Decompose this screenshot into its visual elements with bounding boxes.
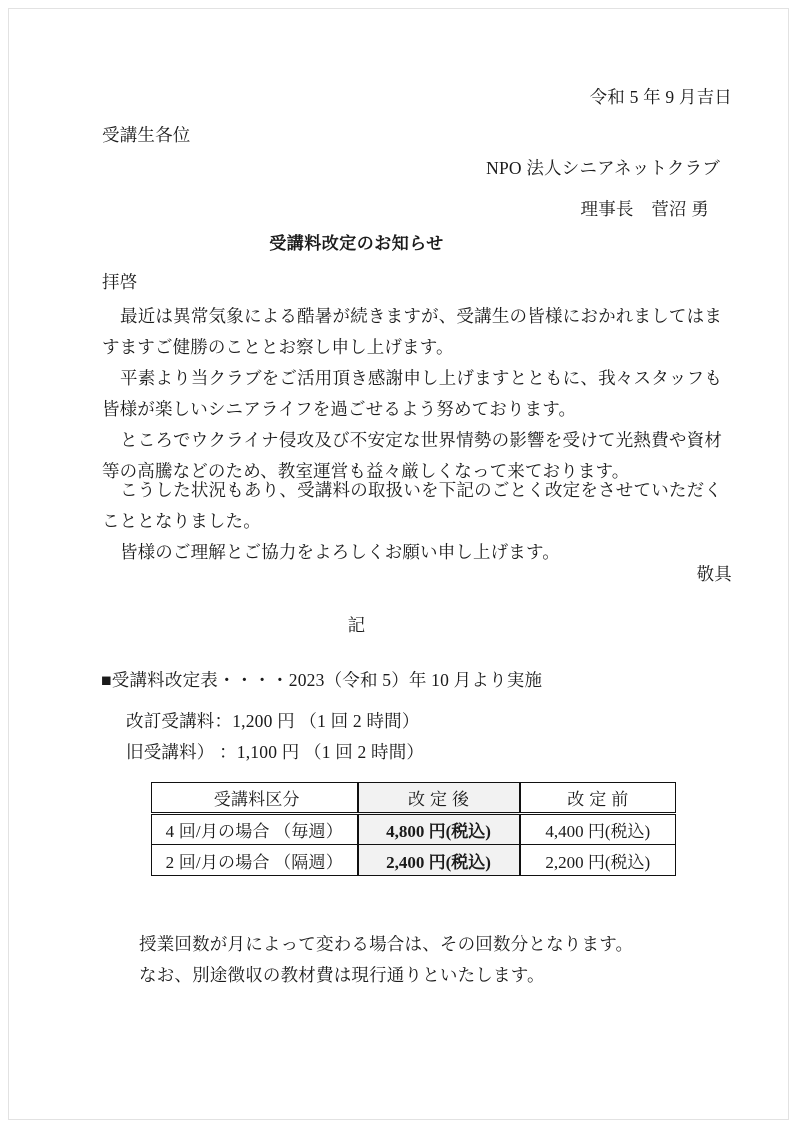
previous-fee-line: 旧受講料） ：1,100 円 （1 回 2 時間） bbox=[126, 742, 425, 762]
revised-fee-line: 改訂受講料：1,200 円 （1 回 2 時間） bbox=[126, 711, 420, 731]
cell-category: 2 回/月の場合 （隔週） bbox=[152, 845, 358, 876]
document-page bbox=[8, 8, 789, 1120]
column-header-after: 改定後 bbox=[358, 783, 520, 814]
table-row bbox=[152, 814, 676, 845]
body-paragraph: 皆様のご理解とご協力をよろしくお願い申し上げます。 bbox=[120, 542, 560, 562]
document-title: 受講料改定のお知らせ bbox=[269, 234, 444, 254]
fee-revision-table bbox=[151, 782, 676, 876]
document-body bbox=[9, 9, 788, 1119]
body-paragraph: 最近は異常気象による酷暑が続きますが、受講生の皆様におかれましてはますますご健勝のこととお察し申し上げます。 bbox=[102, 306, 722, 357]
table-row bbox=[152, 783, 676, 814]
cell-category: 4 回/月の場合 （毎週） bbox=[152, 814, 358, 845]
footer-note: なお、別途徴収の教材費は現行通りといたします。 bbox=[139, 965, 545, 985]
body-paragraph: こうした状況もあり、受講料の取扱いを下記のごとく改定をさせていただくこととなりました。 bbox=[102, 480, 722, 531]
cell-before: 2,200 円(税込) bbox=[520, 845, 676, 876]
body-paragraph: ところでウクライナ侵攻及び不安定な世界情勢の影響を受けて光熱費や資材等の高騰などのため、教室運営も益々厳しくなって来ております。 bbox=[102, 430, 722, 481]
table-header-row bbox=[152, 783, 676, 814]
footer-note: 授業回数が月によって変わる場合は、その回数分となります。 bbox=[139, 934, 634, 954]
cell-after: 2,400 円(税込) bbox=[358, 845, 520, 876]
closing-word: 敬具 bbox=[696, 564, 732, 584]
cell-after: 4,800 円(税込) bbox=[358, 814, 520, 845]
column-header-category: 受講料区分 bbox=[152, 783, 358, 814]
document-date: 令和 5 年 9 月吉日 bbox=[589, 87, 732, 107]
table-row bbox=[152, 845, 676, 876]
column-header-before: 改定前 bbox=[520, 783, 676, 814]
organization-name: NPO 法人シニアネットクラブ bbox=[486, 158, 720, 178]
officer-name: 理事長 菅沼 勇 bbox=[580, 199, 709, 219]
cell-before: 4,400 円(税込) bbox=[520, 814, 676, 845]
salutation: 拝啓 bbox=[102, 272, 138, 292]
fee-table-heading: ■受講料改定表・・・・2023（令和 5）年 10 月より実施 bbox=[101, 670, 543, 690]
ki-marker: 記 bbox=[347, 615, 366, 635]
body-paragraph: 平素より当クラブをご活用頂き感謝申し上げますとともに、我々スタッフも皆様が楽しいシニアライフを過ごせるよう努めております。 bbox=[102, 368, 722, 419]
addressee-line: 受講生各位 bbox=[102, 125, 191, 145]
table-body bbox=[152, 814, 676, 876]
